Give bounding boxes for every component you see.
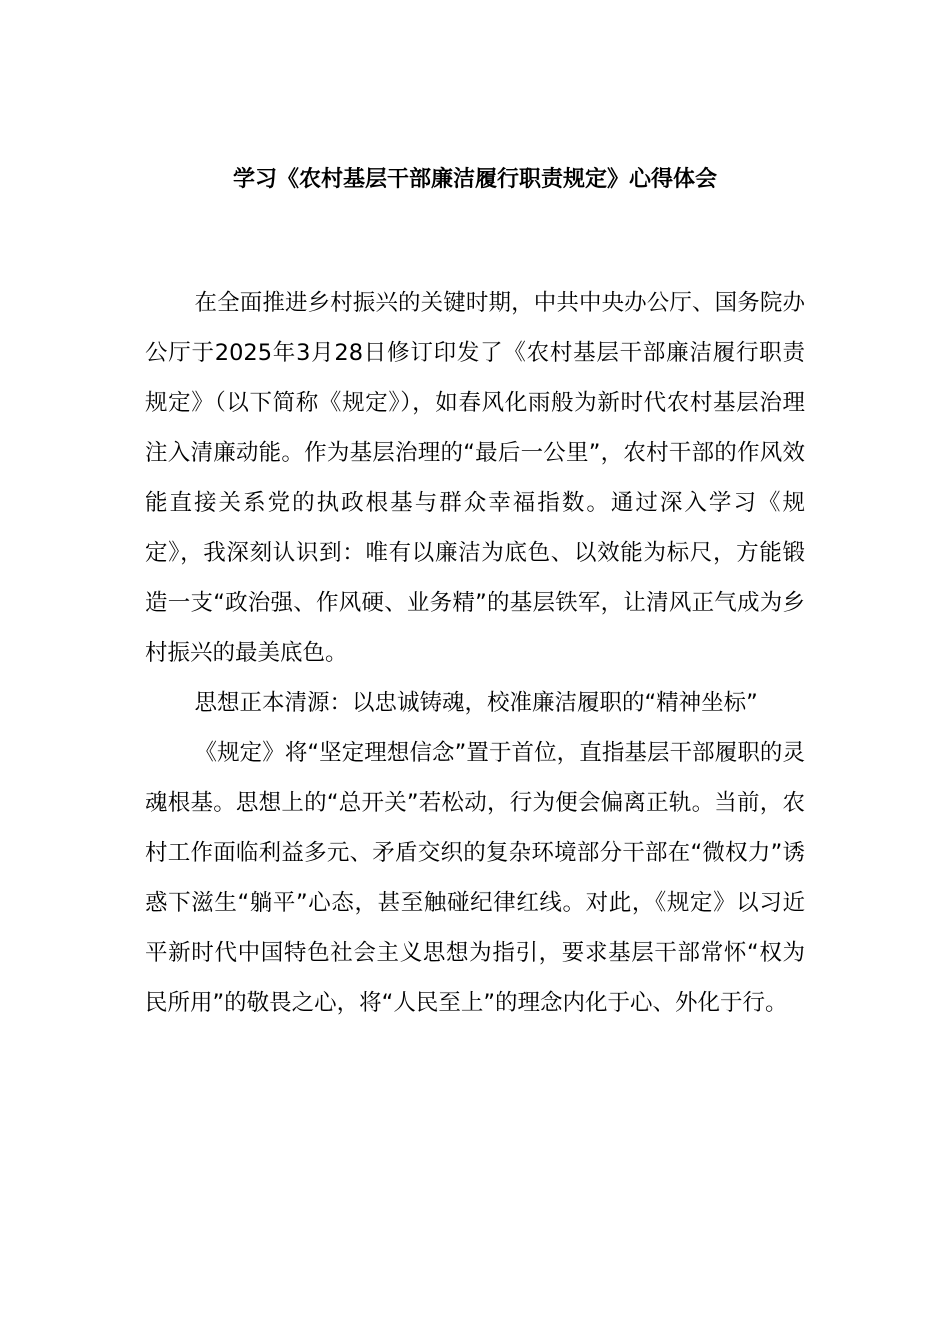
section-heading: 思想正本清源：以忠诚铸魂，校准廉洁履职的“精神坐标” — [194, 690, 758, 716]
document-body — [145, 278, 805, 1028]
paragraph-intro: 在全面推进乡村振兴的关键时期，中共中央办公厅、国务院办公厅于2025年3月28日修订印发了《农村基层干部廉洁履行职责规定》（以下简称《规定》），如春风化雨般为新时代农村基层治理注入清廉动能。作为基层治理的“最后一公里”，农村干部的作风效能直接关系党的执政根基与群众幸福指数。通过深入学习《规定》，我深刻认识到：唯有以廉洁为底色、以效能为标尺，方能锻造一支“政治强、作风硬、业务精”的基层铁军，让清风正气成为乡村振兴的最美底色。 — [145, 290, 805, 666]
document-title: 学习《农村基层干部廉洁履行职责规定》心得体会 — [232, 167, 717, 192]
paragraph-section-body: 《规定》将“坚定理想信念”置于首位，直指基层干部履职的灵魂根基。思想上的“总开关”若松动，行为便会偏离正轨。当前，农村工作面临利益多元、矛盾交织的复杂环境部分干部在“微权力”诱惑下滋生“躺平”心态，甚至触碰纪律红线。对此，《规定》以习近平新时代中国特色社会主义思想为指引，要求基层干部常怀“权为民所用”的敬畏之心，将“人民至上”的理念内化于心、外化于行。 — [145, 740, 805, 1016]
